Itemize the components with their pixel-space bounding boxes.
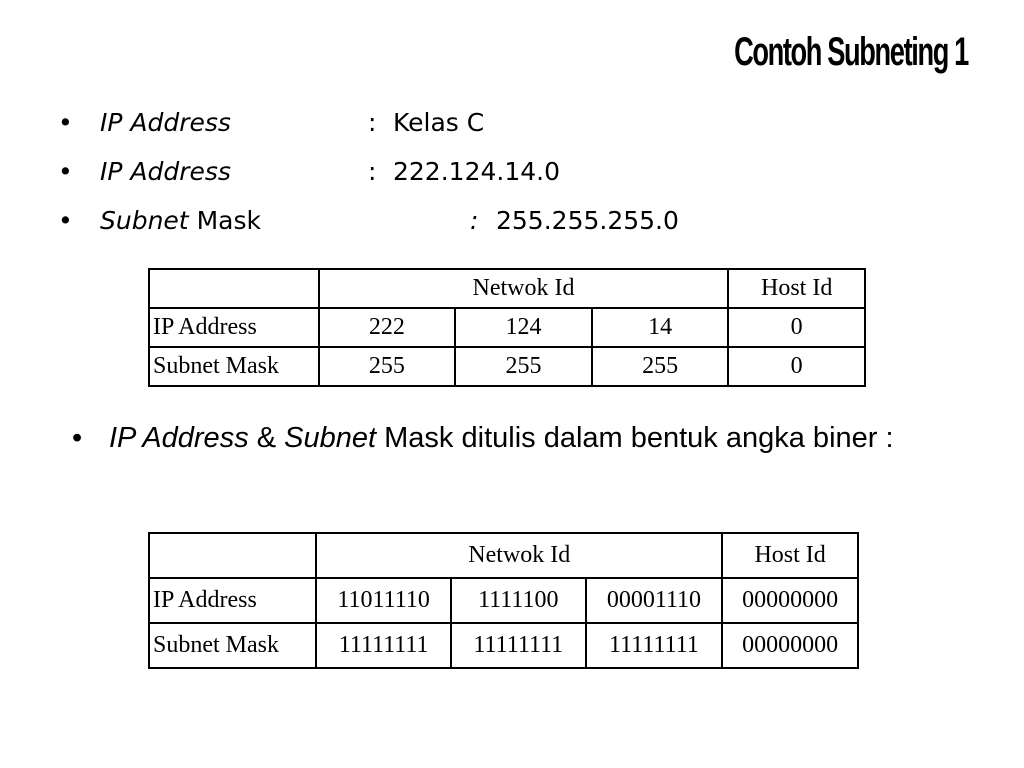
bullet-icon: • (58, 157, 73, 186)
table-corner-cell (149, 269, 319, 308)
item-value: 222.124.14.0 (393, 157, 560, 186)
table-row (149, 347, 865, 386)
host-id-header: Host Id (722, 533, 858, 578)
table-cell: 11111111 (586, 623, 723, 668)
item-label: Subnet Mask (100, 206, 261, 235)
table-header-row (149, 533, 858, 578)
item-separator: : (368, 157, 377, 186)
table-cell: 255 (455, 347, 592, 386)
host-id-header: Host Id (728, 269, 865, 308)
bullet-icon: • (58, 206, 73, 235)
table-row (149, 623, 858, 668)
table-cell: 0 (728, 347, 865, 386)
item-separator: : (368, 108, 377, 137)
item-value: Kelas C (393, 108, 485, 137)
table-cell: 11011110 (316, 578, 451, 623)
table-cell: 00001110 (586, 578, 723, 623)
row-label: IP Address (149, 308, 319, 347)
table-cell: 255 (319, 347, 456, 386)
item-label: IP Address (100, 108, 231, 137)
network-id-header: Netwok Id (316, 533, 722, 578)
bullet-icon: • (58, 108, 73, 137)
table-cell: 11111111 (451, 623, 586, 668)
table-cell: 255 (592, 347, 729, 386)
binary-table (148, 532, 859, 669)
row-label: IP Address (149, 578, 316, 623)
item-label: IP Address (100, 157, 231, 186)
bullet-icon: • (72, 422, 83, 454)
table-cell: 1111100 (451, 578, 586, 623)
table-cell: 11111111 (316, 623, 451, 668)
binary-note-text: IP Address & Subnet Mask ditulis dalam bentuk angka biner : (109, 422, 894, 454)
item-separator: : (470, 206, 479, 235)
row-label: Subnet Mask (149, 347, 319, 386)
table-cell: 14 (592, 308, 729, 347)
decimal-table (148, 268, 866, 387)
slide-title: Contoh Subneting 1 (734, 30, 968, 74)
table-row (149, 308, 865, 347)
table-header-row (149, 269, 865, 308)
row-label: Subnet Mask (149, 623, 316, 668)
table-corner-cell (149, 533, 316, 578)
table-cell: 222 (319, 308, 456, 347)
network-id-header: Netwok Id (319, 269, 729, 308)
item-value: 255.255.255.0 (496, 206, 679, 235)
table-cell: 0 (728, 308, 865, 347)
table-row (149, 578, 858, 623)
table-cell: 00000000 (722, 623, 858, 668)
table-cell: 00000000 (722, 578, 858, 623)
table-cell: 124 (455, 308, 592, 347)
